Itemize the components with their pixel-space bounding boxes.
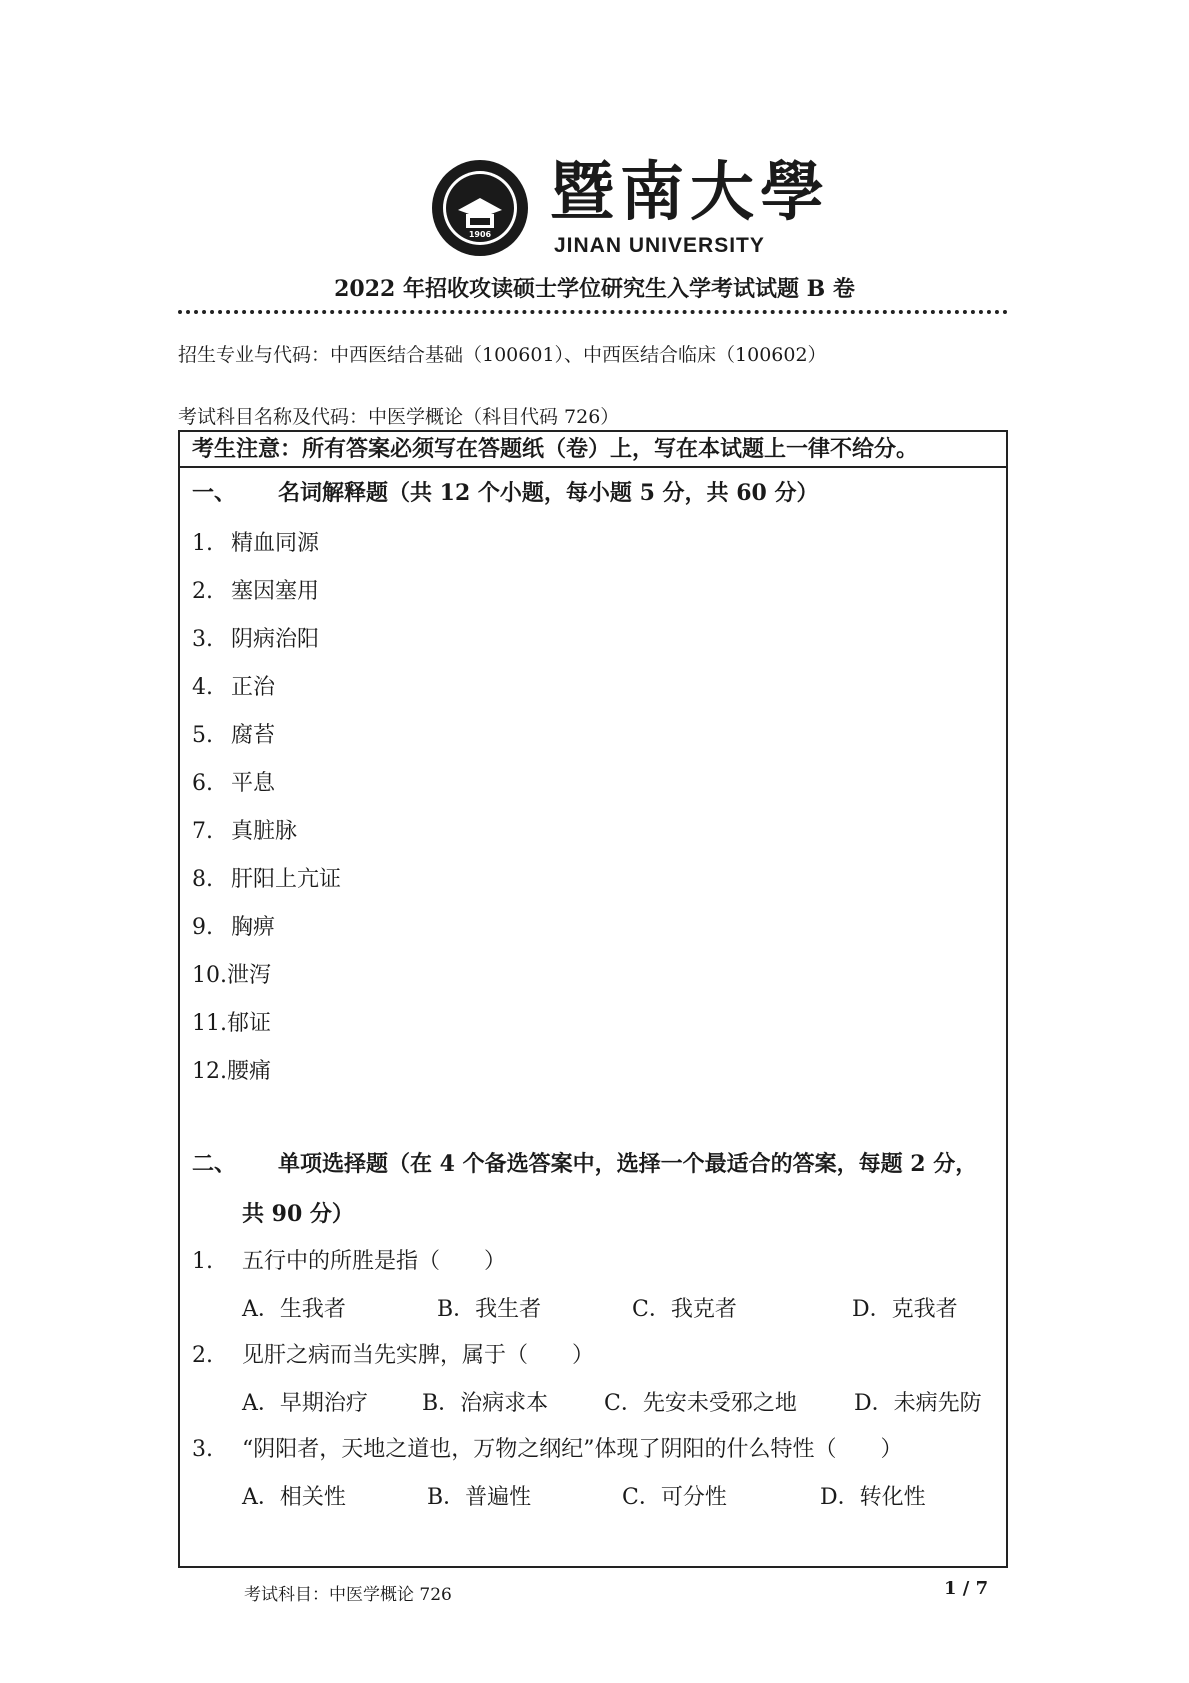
option-b: B．我生者 — [437, 1297, 542, 1322]
term-item: 12.腰痛 — [192, 1059, 272, 1084]
option-d: D．未病先防 — [854, 1391, 982, 1416]
subject-code-line: 考试科目名称及代码：中医学概论（科目代码 726） — [178, 406, 620, 428]
section-1-number: 一、 — [192, 480, 237, 506]
option-a: A．早期治疗 — [242, 1391, 368, 1416]
dotted-divider — [178, 310, 1008, 314]
section-2-number: 二、 — [192, 1151, 237, 1177]
question-item: 1. 五行中的所胜是指（ ） — [192, 1249, 507, 1274]
option-b: B．治病求本 — [422, 1391, 549, 1416]
term-item: 1. 精血同源 — [192, 531, 320, 556]
major-code-line: 招生专业与代码：中西医结合基础（100601）、中西医结合临床（100602） — [178, 344, 827, 366]
term-item: 7. 真脏脉 — [192, 819, 298, 844]
option-b: B．普遍性 — [427, 1485, 532, 1510]
answer-options — [242, 1386, 1002, 1416]
answer-options — [242, 1292, 1002, 1322]
option-d: D．克我者 — [852, 1297, 958, 1322]
university-name-en: JINAN UNIVERSITY — [554, 234, 765, 257]
exam-title: 2022 年招收攻读硕士学位研究生入学考试试题 B 卷 — [334, 276, 855, 302]
section-1-heading — [192, 476, 819, 507]
university-name-cn: 暨南大學 — [550, 155, 830, 230]
university-seal-icon — [430, 158, 530, 258]
answer-options — [242, 1480, 1002, 1510]
question-item: 3. “阴阳者，天地之道也，万物之纲纪”体现了阴阳的什么特性（ ） — [192, 1437, 903, 1462]
term-item: 2. 塞因塞用 — [192, 579, 320, 604]
section-2-title-continued: 共 90 分） — [242, 1201, 354, 1227]
university-logo — [430, 155, 830, 268]
exam-content-box — [178, 430, 1008, 1568]
term-item: 11.郁证 — [192, 1011, 272, 1036]
section-2-heading — [192, 1147, 977, 1178]
footer-subject: 考试科目：中医学概论 726 — [244, 1585, 452, 1605]
seal-year: 1906 — [468, 230, 492, 239]
option-c: C．可分性 — [622, 1485, 727, 1510]
option-c: C．我克者 — [632, 1297, 737, 1322]
term-item: 5. 腐苔 — [192, 723, 276, 748]
term-item: 10.泄泻 — [192, 963, 272, 988]
term-item: 6. 平息 — [192, 771, 276, 796]
term-item: 8. 肝阳上亢证 — [192, 867, 342, 892]
section-2-title: 单项选择题（在 4 个备选答案中，选择一个最适合的答案，每题 2 分， — [278, 1151, 978, 1177]
term-item: 9. 胸痹 — [192, 915, 276, 940]
option-a: A．相关性 — [242, 1485, 346, 1510]
option-c: C．先安未受邪之地 — [604, 1391, 797, 1416]
term-item: 3. 阴病治阳 — [192, 627, 320, 652]
option-a: A．生我者 — [242, 1297, 346, 1322]
candidate-notice: 考生注意：所有答案必须写在答题纸（卷）上，写在本试题上一律不给分。 — [180, 432, 1006, 468]
section-1-title: 名词解释题（共 12 个小题，每小题 5 分，共 60 分） — [278, 480, 819, 506]
page-number: 1 / 7 — [944, 1578, 989, 1599]
term-item: 4. 正治 — [192, 675, 276, 700]
question-item: 2. 见肝之病而当先实脾，属于（ ） — [192, 1343, 595, 1368]
option-d: D．转化性 — [820, 1485, 926, 1510]
